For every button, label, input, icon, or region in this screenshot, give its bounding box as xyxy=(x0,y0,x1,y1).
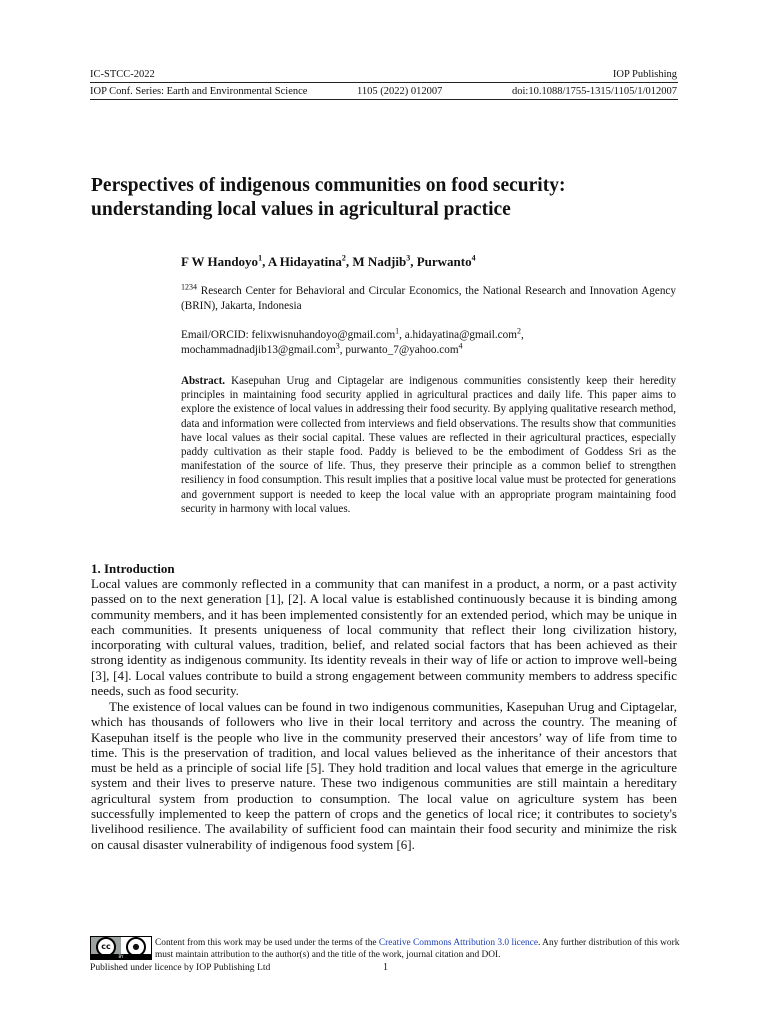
affiliation xyxy=(181,284,676,314)
title-line-1: Perspectives of indigenous communities on food security: xyxy=(91,175,566,196)
email-link[interactable]: mochammadnadjib13@gmail.com xyxy=(181,344,336,356)
header-rule xyxy=(90,82,678,83)
person-icon: ● xyxy=(126,937,146,957)
email-block: Email/ORCID: felixwisnuhandoyo@gmail.com$^1$, a.hidayatina@gmail.com$^2$, mochammadnadjib13@gmail.com$^3$, purwanto_7@yahoo.com$^4$ xyxy=(181,326,524,356)
volume-info: 1105 (2022) 012007 xyxy=(357,86,443,97)
publisher-notice: Published under licence by IOP Publishing Ltd xyxy=(90,962,271,973)
header-rule-bottom xyxy=(90,99,678,100)
author-sup: 1 xyxy=(258,253,263,263)
section-heading: 1. Introduction xyxy=(91,561,175,576)
author-sup: 3 xyxy=(406,253,411,263)
license-notice xyxy=(155,937,680,961)
conference-name: IC-STCC-2022 xyxy=(90,69,155,80)
author-name: F W Handoyo xyxy=(181,254,259,269)
email-label: Email/ORCID: xyxy=(181,329,252,341)
abstract-text: Kasepuhan Urug and Ciptagelar are indigenous communities consistently keep their heredity principles in maintaining food security applied in agricultural practices and daily life. This paper aims to explore the existence of local values in addressing their food security. By applying qualitative research method, data and information were collected from interviews and field observations. The results show that communities have local values as their social capital. These values are reflected in their agricultural practices, especially paddy cultivation as their staple food. Paddy is believed to be the embodiment of Goddess Sri as the manifestation of the source of life. Thus, they preserve their principle as a common belief to strengthen resiliency in food consumption. This result implies that a positive local value must be protected for generations and government support is needed to keep the local value with an appropriate program maintaining food security in harmony with local values. xyxy=(181,375,676,515)
abstract xyxy=(181,374,676,516)
email-link[interactable]: felixwisnuhandoyo@gmail.com xyxy=(251,329,396,341)
affiliation-sup: 1234 xyxy=(181,282,197,292)
cc-by-logo[interactable] xyxy=(90,936,152,960)
paragraph: Local values are commonly reflected in a community that can manifest in a product, a norm, or a past activity passed on to the next generation [1], [2]. A local value is established continuously because it is binding among community members, and it has been implemented consistently for an extended period, which may be unique in each communities. It presents uniqueness of local community that reflect their long civilization history, incorporating with cultural values, tradition, belief, and related social factors that has been achieved as their strong identity as indigenous community. Its identity reveals in their way of life or action to improve well-being [3], [4]. Local values contribute to build a strong engagement between community members to address specific needs, such as food security. xyxy=(91,576,677,699)
author-sup: 4 xyxy=(471,253,476,263)
author-sup: 2 xyxy=(341,253,346,263)
series-name: IOP Conf. Series: Earth and Environmental Science xyxy=(90,86,308,97)
by-label: BY xyxy=(91,954,151,959)
doi-link[interactable]: doi:10.1088/1755-1315/1105/1/012007 xyxy=(512,86,677,97)
email-link[interactable]: purwanto_7@yahoo.com xyxy=(345,344,459,356)
abstract-label: Abstract. xyxy=(181,375,226,387)
license-text: Content from this work may be used under the terms of the xyxy=(155,938,379,948)
email-link[interactable]: a.hidayatina@gmail.com xyxy=(404,329,517,341)
author-name: M Nadjib xyxy=(352,254,407,269)
publisher-name: IOP Publishing xyxy=(612,69,677,80)
author-list: F W Handoyo$^1$, A Hidayatina$^2$, M Nadjib$^3$, Purwanto$^4$ xyxy=(181,253,476,269)
license-link[interactable]: Creative Commons Attribution 3.0 licence xyxy=(378,938,539,948)
paper-title xyxy=(91,174,691,222)
license-text-post: . Any further distribution of this work must maintain attribution to the author(s) and the title of the work, journal citation and DOI. xyxy=(155,938,680,960)
affiliation-text: Research Center for Behavioral and Circular Economics, the National Research and Innovation Agency (BRIN), Jakarta, Indonesia xyxy=(181,285,676,312)
page-number: 1 xyxy=(383,962,388,973)
cc-icon: cc xyxy=(96,937,116,957)
author-name: A Hidayatina xyxy=(267,254,342,269)
paragraph: The existence of local values can be found in two indigenous communities, Kasepuhan Urug and Ciptagelar, which has thousands of followers who live in their local territory and across the country. The meaning of Kasepuhan itself is the people who live in the community preserved their ancestors’ way of life from time to time. This is the preservation of tradition, and local values believed as the inheritance of their ancestors that must be held as a principle of social life [5]. They hold tradition and local values that emerge in the agriculture system and their lives to preserve nature. These two indigenous communities are still maintain a hereditary agricultural system from production to consumption. The local value on agriculture system has been successfully implemented to keep the pattern of crops and the genetics of local rice; it contributes to society's livelihood resilience. The availability of sufficient food can maintain their food security and minimize the risk on causal disaster vulnerability of indigenous food system [6]. xyxy=(91,699,677,852)
title-line-2: understanding local values in agricultural practice xyxy=(91,199,511,220)
author-name: Purwanto xyxy=(416,254,472,269)
